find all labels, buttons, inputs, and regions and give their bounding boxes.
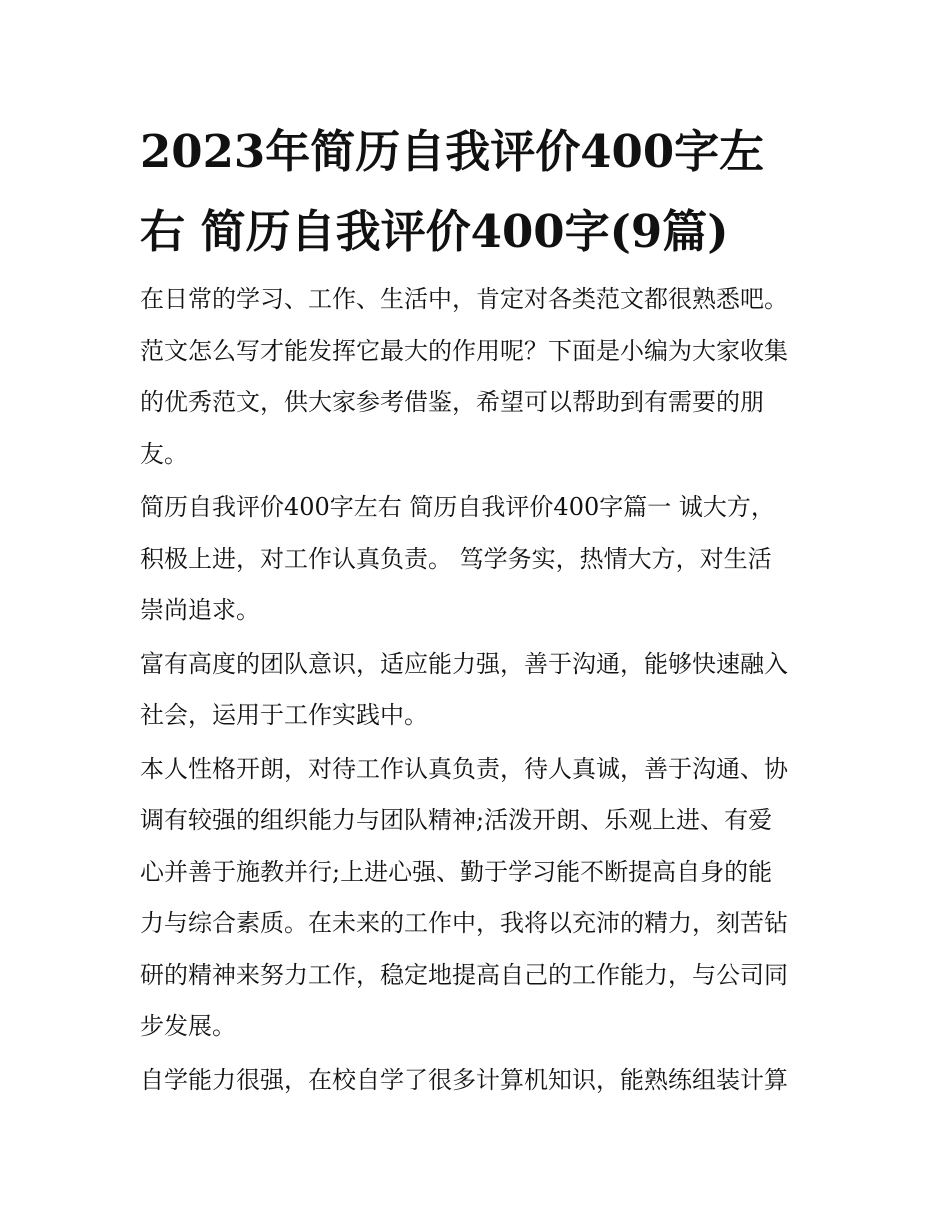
paragraph-intro [140,274,820,480]
text-line: 社会，运用于工作实践中。 [140,701,428,729]
document-body [140,274,820,1108]
text-line: 简历自我评价400字左右 简历自我评价400字篇一 诚大方， [140,493,775,521]
text-line: 崇尚追求。 [140,596,260,624]
title-line: 2023年简历自我评价400字左 [140,125,765,178]
paragraph-self-study [140,1055,820,1107]
text-line: 在日常的学习、工作、生活中，肯定对各类范文都很熟悉吧。 [140,285,788,313]
text-line: 调有较强的组织能力与团队精神;活泼开朗、乐观上进、有爱 [140,806,773,834]
text-line: 富有高度的团队意识，适应能力强，善于沟通，能够快速融入 [140,649,788,678]
paragraph-teamwork [140,639,820,742]
text-line: 本人性格开朗，对待工作认真负责，待人真诚，善于沟通、协 [140,754,788,783]
text-line: 心并善于施教并行;上进心强、勤于学习能不断提高自身的能 [140,857,773,886]
text-line: 步发展。 [140,1012,236,1040]
title-line: 右 简历自我评价400字(9篇) [140,205,729,258]
text-line: 积极上进，对工作认真负责。 笃学务实，热情大方，对生活 [140,544,772,573]
paragraph-personality [140,744,820,1053]
text-line: 友。 [140,439,188,468]
paragraph-section-one [140,482,820,637]
document-title [140,112,820,272]
text-line: 研的精神来努力工作，稳定地提高自己的工作能力，与公司同 [140,960,788,989]
text-line: 力与综合素质。在未来的工作中，我将以充沛的精力，刻苦钻 [140,909,788,937]
text-line: 范文怎么写才能发挥它最大的作用呢？下面是小编为大家收集 [140,336,788,365]
text-line: 的优秀范文，供大家参考借鉴，希望可以帮助到有需要的朋 [140,388,764,416]
text-line: 自学能力很强，在校自学了很多计算机知识，能熟练组装计算 [140,1065,788,1094]
